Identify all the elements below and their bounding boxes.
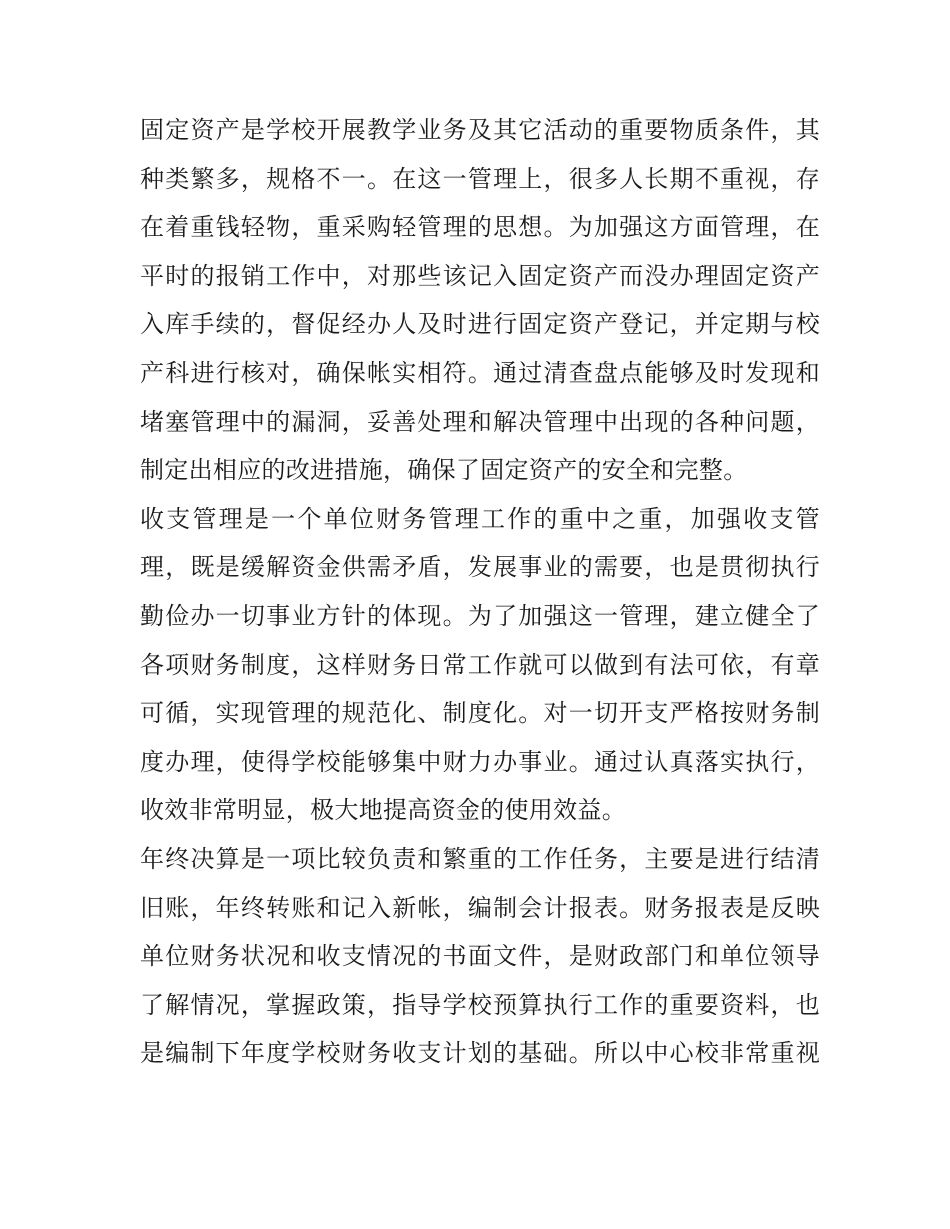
text-line: 年终决算是一项比较负责和繁重的工作任务，主要是进行结清 bbox=[140, 844, 820, 873]
text-line: 产科进行核对，确保帐实相符。通过清查盘点能够及时发现和 bbox=[140, 358, 820, 387]
text-line: 堵塞管理中的漏洞，妥善处理和解决管理中出现的各种问题， bbox=[140, 407, 820, 436]
text-line: 制定出相应的改进措施，确保了固定资产的安全和完整。 bbox=[140, 456, 748, 485]
text-line: 可循，实现管理的规范化、制度化。对一切开支严格按财务制 bbox=[140, 699, 820, 728]
text-line: 各项财务制度，这样财务日常工作就可以做到有法可依，有章 bbox=[140, 650, 820, 679]
text-line: 勤俭办一切事业方针的体现。为了加强这一管理，建立健全了 bbox=[140, 601, 820, 630]
text-line: 理，既是缓解资金供需矛盾，发展事业的需要，也是贯彻执行 bbox=[140, 553, 820, 582]
text-line: 种类繁多，规格不一。在这一管理上，很多人长期不重视，存 bbox=[140, 164, 820, 193]
text-line: 平时的报销工作中，对那些该记入固定资产而没办理固定资产 bbox=[140, 261, 820, 290]
body-text bbox=[140, 106, 820, 1078]
text-line: 收支管理是一个单位财务管理工作的重中之重，加强收支管 bbox=[140, 504, 820, 533]
text-line: 收效非常明显，极大地提高资金的使用效益。 bbox=[140, 796, 626, 825]
text-line: 了解情况，掌握政策，指导学校预算执行工作的重要资料，也 bbox=[140, 990, 820, 1019]
text-line: 入库手续的，督促经办人及时进行固定资产登记，并定期与校 bbox=[140, 310, 820, 339]
text-line: 单位财务状况和收支情况的书面文件，是财政部门和单位领导 bbox=[140, 942, 820, 971]
text-line: 度办理，使得学校能够集中财力办事业。通过认真落实执行， bbox=[140, 747, 820, 776]
text-line: 旧账，年终转账和记入新帐，编制会计报表。财务报表是反映 bbox=[140, 893, 820, 922]
text-line: 在着重钱轻物，重采购轻管理的思想。为加强这方面管理，在 bbox=[140, 213, 820, 242]
text-line: 固定资产是学校开展教学业务及其它活动的重要物质条件，其 bbox=[140, 116, 820, 144]
text-line: 是编制下年度学校财务收支计划的基础。所以中心校非常重视 bbox=[140, 1039, 820, 1068]
